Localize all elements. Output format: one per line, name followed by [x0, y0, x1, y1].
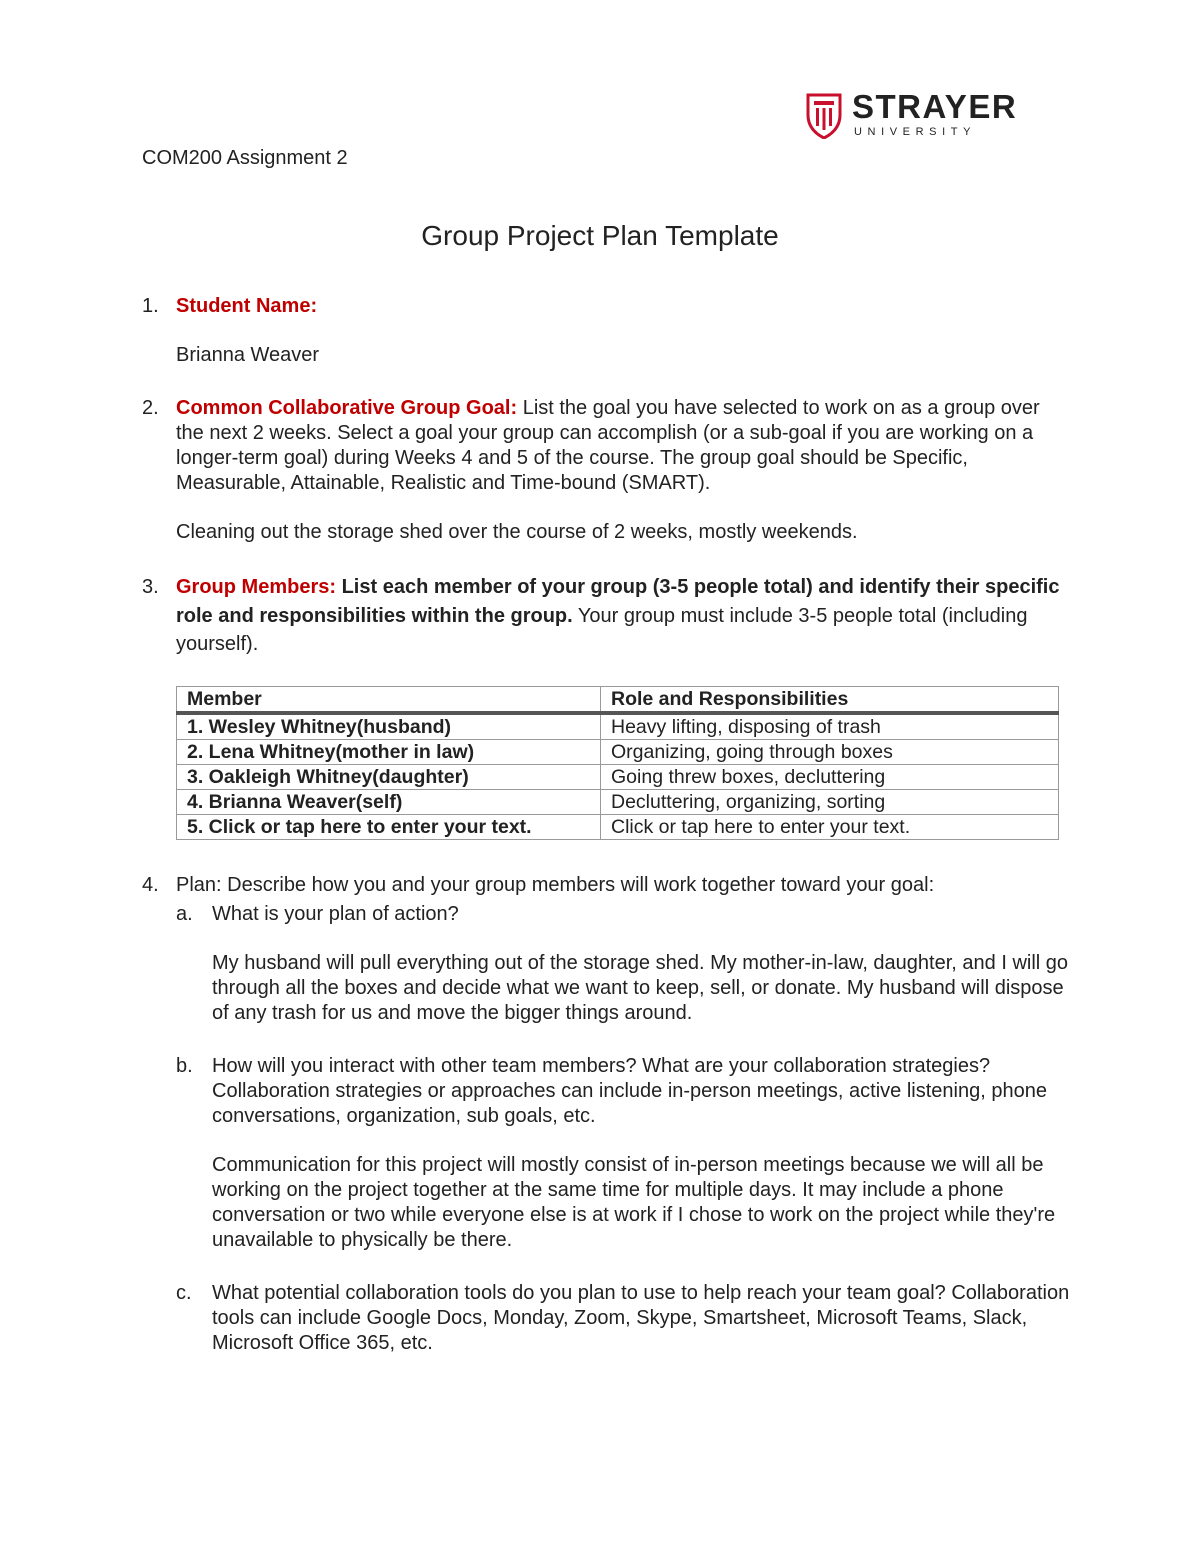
- section-number: 4.: [142, 874, 159, 896]
- member-cell[interactable]: 2. Lena Whitney(mother in law): [177, 740, 601, 765]
- plan-of-action-answer[interactable]: My husband will pull everything out of the storage shed. My mother-in-law, daughter, and I will go through all the boxes and decide what we want to keep, sell, or donate. My husband will dispose of any trash for us and move the bigger things around.: [212, 952, 1069, 1024]
- section-number: 3.: [142, 576, 159, 598]
- subsection-question: How will you interact with other team members? What are your collaboration strategies? Collaboration strategies or approaches can include in-person meetings, active listening, phone conversations, organization, sub goals, etc.: [212, 1055, 1047, 1127]
- group-goal-answer[interactable]: Cleaning out the storage shed over the course of 2 weeks, mostly weekends.: [176, 521, 858, 543]
- subsection-a: [176, 902, 1076, 1026]
- member-cell[interactable]: 4. Brianna Weaver(self): [177, 790, 601, 815]
- course-label: COM200 Assignment 2: [142, 147, 348, 169]
- table-row: [177, 713, 1059, 740]
- strayer-logo: [806, 88, 1018, 139]
- role-cell[interactable]: Going threw boxes, decluttering: [601, 765, 1059, 790]
- member-cell-placeholder[interactable]: 5. Click or tap here to enter your text.: [177, 815, 601, 840]
- table-row: [177, 740, 1059, 765]
- logo-name: STRAYER: [852, 88, 1018, 125]
- role-cell[interactable]: Decluttering, organizing, sorting: [601, 790, 1059, 815]
- section-prompt: List the goal you have selected to work on as a group over the next 2 weeks. Select a goal your group can accomplish (or a sub-goal if you are working on a longer-term goal) during Weeks 4 and 5 of the course. The group goal should be Specific, Measurable, Attainable, Realistic and Time-bound (SMART).: [176, 397, 1040, 494]
- subsection-label: c.: [176, 1282, 192, 1304]
- subsection-label: b.: [176, 1055, 193, 1077]
- section-label: Group Members:: [176, 576, 337, 598]
- header-member: Member: [177, 687, 601, 714]
- subsection-question: What is your plan of action?: [212, 903, 459, 925]
- section-prompt: Plan: Describe how you and your group members will work together toward your goal:: [176, 874, 935, 896]
- table-header-row: [177, 687, 1059, 714]
- table-row: [177, 765, 1059, 790]
- role-cell[interactable]: Heavy lifting, disposing of trash: [601, 713, 1059, 740]
- section-label: Common Collaborative Group Goal:: [176, 397, 518, 419]
- subsection-b: [176, 1054, 1076, 1253]
- members-table: [176, 686, 1059, 840]
- role-cell[interactable]: Organizing, going through boxes: [601, 740, 1059, 765]
- table-row: [177, 790, 1059, 815]
- section-label: Student Name:: [176, 295, 318, 317]
- page-title: Group Project Plan Template: [421, 220, 779, 251]
- member-cell[interactable]: 3. Oakleigh Whitney(daughter): [177, 765, 601, 790]
- logo-subtitle: UNIVERSITY: [854, 126, 977, 138]
- role-cell-placeholder[interactable]: Click or tap here to enter your text.: [601, 815, 1059, 840]
- student-name-answer[interactable]: Brianna Weaver: [176, 344, 320, 366]
- section-number: 2.: [142, 397, 159, 419]
- section-prompt: Your group must include 3-5 people total (including yourself).: [176, 604, 1028, 655]
- collaboration-strategies-answer[interactable]: Communication for this project will mostly consist of in-person meetings because we will all be working on the project together at the same time for multiple days. It may include a phone conversation or two while everyone else is at work if I chose to work on the project while they're unavailable to physically be there.: [212, 1154, 1056, 1251]
- section-plan: [142, 873, 1072, 898]
- header-role: Role and Responsibilities: [601, 687, 1059, 714]
- section-prompt-bold: List each member of your group (3-5 people total) and identify their specific role and responsibilities within the group.: [176, 576, 1060, 627]
- section-student-name: [142, 294, 1072, 368]
- shield-icon: [806, 93, 842, 139]
- section-group-goal: [142, 396, 1072, 545]
- subsection-c: [176, 1281, 1076, 1356]
- subsection-question: What potential collaboration tools do you plan to use to help reach your team goal? Collaboration tools can include Google Docs, Monday, Zoom, Skype, Smartsheet, Microsoft Teams, Slack, Microsoft Office 365, etc.: [212, 1282, 1070, 1354]
- table-row: [177, 815, 1059, 840]
- section-number: 1.: [142, 295, 159, 317]
- subsection-label: a.: [176, 903, 193, 925]
- member-cell[interactable]: 1. Wesley Whitney(husband): [177, 713, 601, 740]
- section-group-members: [142, 573, 1072, 659]
